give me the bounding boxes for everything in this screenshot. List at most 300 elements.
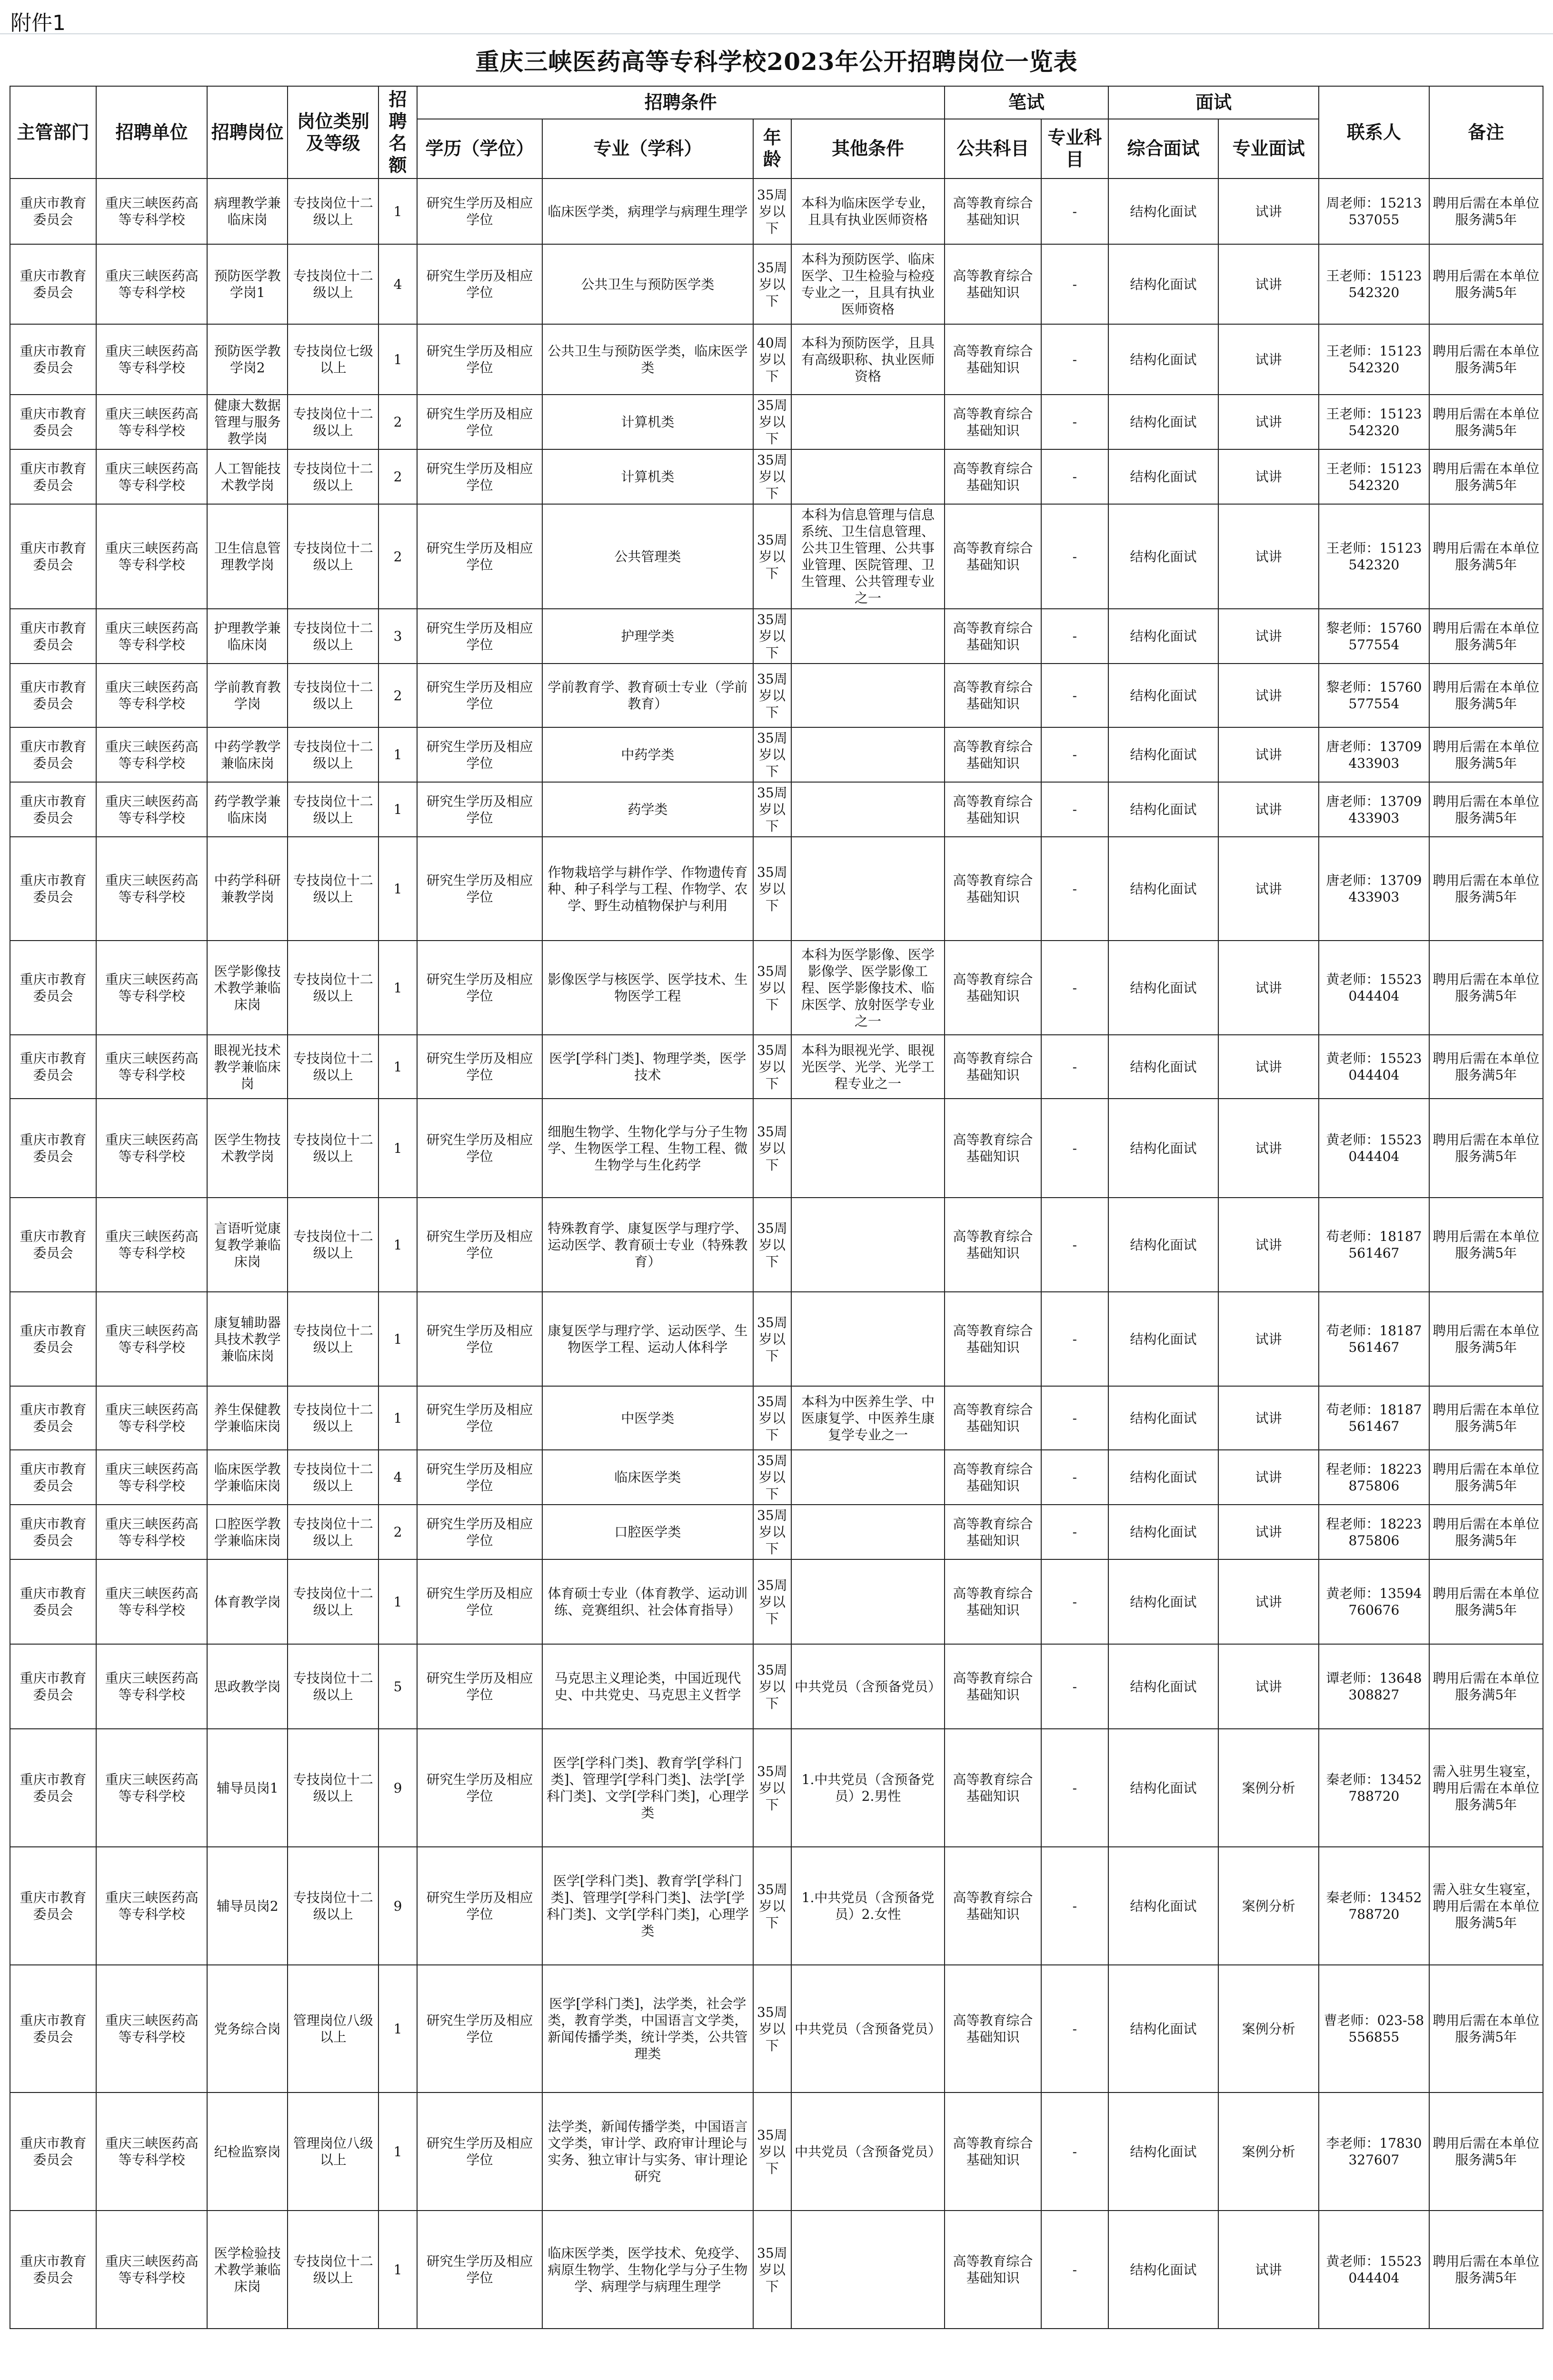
row-public-subject: 高等教育综合基础知识 bbox=[945, 1035, 1041, 1099]
row-dept: 重庆市教育委员会 bbox=[10, 1505, 96, 1559]
row-dept: 重庆市教育委员会 bbox=[10, 395, 96, 449]
row-education: 研究生学历及相应学位 bbox=[417, 1505, 542, 1559]
row-major-subject: - bbox=[1041, 244, 1108, 324]
row-education: 研究生学历及相应学位 bbox=[417, 1386, 542, 1450]
row-major-subject: - bbox=[1041, 1505, 1108, 1559]
row-other bbox=[791, 1450, 945, 1505]
row-general-interview: 结构化面试 bbox=[1108, 1965, 1218, 2092]
row-major-subject: - bbox=[1041, 1644, 1108, 1729]
row-post: 思政教学岗 bbox=[207, 1644, 288, 1729]
row-other: 本科为中医养生学、中医康复学、中医养生康复学专业之一 bbox=[791, 1386, 945, 1450]
row-general-interview: 结构化面试 bbox=[1108, 1198, 1218, 1292]
row-unit: 重庆三峡医药高等专科学校 bbox=[96, 1559, 207, 1644]
table-row bbox=[10, 1505, 1543, 1559]
row-post-type: 专技岗位十二级以上 bbox=[288, 449, 378, 504]
row-dept: 重庆市教育委员会 bbox=[10, 782, 96, 837]
row-unit: 重庆三峡医药高等专科学校 bbox=[96, 2211, 207, 2329]
row-contact: 黄老师：13594760676 bbox=[1319, 1559, 1429, 1644]
row-public-subject: 高等教育综合基础知识 bbox=[945, 1450, 1041, 1505]
table-row bbox=[10, 782, 1543, 837]
row-contact: 秦老师：13452788720 bbox=[1319, 1729, 1429, 1847]
table-row bbox=[10, 727, 1543, 782]
row-contact: 苟老师：18187561467 bbox=[1319, 1198, 1429, 1292]
row-quota: 1 bbox=[378, 1559, 417, 1644]
row-major: 中药学类 bbox=[542, 727, 753, 782]
row-other bbox=[791, 1292, 945, 1386]
row-post: 卫生信息管理教学岗 bbox=[207, 504, 288, 609]
row-major-interview: 试讲 bbox=[1218, 1505, 1319, 1559]
row-post: 辅导员岗2 bbox=[207, 1847, 288, 1965]
row-post: 辅导员岗1 bbox=[207, 1729, 288, 1847]
row-general-interview: 结构化面试 bbox=[1108, 837, 1218, 941]
row-post: 纪检监察岗 bbox=[207, 2092, 288, 2211]
row-age: 35周岁以下 bbox=[753, 395, 791, 449]
row-post-type: 管理岗位八级以上 bbox=[288, 2092, 378, 2211]
header-public-subject: 公共科目 bbox=[945, 119, 1041, 178]
row-remark: 聘用后需在本单位服务满5年 bbox=[1429, 2211, 1543, 2329]
row-remark: 聘用后需在本单位服务满5年 bbox=[1429, 1559, 1543, 1644]
row-other: 中共党员（含预备党员） bbox=[791, 1644, 945, 1729]
row-major: 公共卫生与预防医学类 bbox=[542, 244, 753, 324]
row-post: 眼视光技术教学兼临床岗 bbox=[207, 1035, 288, 1099]
row-quota: 1 bbox=[378, 1386, 417, 1450]
row-general-interview: 结构化面试 bbox=[1108, 2211, 1218, 2329]
row-major: 口腔医学类 bbox=[542, 1505, 753, 1559]
row-major: 计算机类 bbox=[542, 395, 753, 449]
row-major: 特殊教育学、康复医学与理疗学、运动医学、教育硕士专业（特殊教育） bbox=[542, 1198, 753, 1292]
row-age: 35周岁以下 bbox=[753, 1729, 791, 1847]
row-general-interview: 结构化面试 bbox=[1108, 1729, 1218, 1847]
row-age: 35周岁以下 bbox=[753, 2092, 791, 2211]
row-general-interview: 结构化面试 bbox=[1108, 609, 1218, 664]
header-remark: 备注 bbox=[1429, 86, 1543, 178]
row-major: 影像医学与核医学、医学技术、生物医学工程 bbox=[542, 941, 753, 1035]
row-unit: 重庆三峡医药高等专科学校 bbox=[96, 837, 207, 941]
row-public-subject: 高等教育综合基础知识 bbox=[945, 1099, 1041, 1198]
row-education: 研究生学历及相应学位 bbox=[417, 504, 542, 609]
table-row bbox=[10, 178, 1543, 244]
row-other bbox=[791, 1198, 945, 1292]
row-post-type: 专技岗位十二级以上 bbox=[288, 664, 378, 727]
row-dept: 重庆市教育委员会 bbox=[10, 1035, 96, 1099]
row-other: 本科为医学影像、医学影像学、医学影像工程、医学影像技术、临床医学、放射医学专业之一 bbox=[791, 941, 945, 1035]
row-public-subject: 高等教育综合基础知识 bbox=[945, 395, 1041, 449]
row-education: 研究生学历及相应学位 bbox=[417, 395, 542, 449]
row-post: 医学检验技术教学兼临床岗 bbox=[207, 2211, 288, 2329]
row-age: 35周岁以下 bbox=[753, 1505, 791, 1559]
row-other: 本科为信息管理与信息系统、卫生信息管理、公共卫生管理、公共事业管理、医院管理、卫生管理、公共管理专业之一 bbox=[791, 504, 945, 609]
table-row bbox=[10, 609, 1543, 664]
row-contact: 苟老师：18187561467 bbox=[1319, 1292, 1429, 1386]
table-row bbox=[10, 664, 1543, 727]
row-contact: 王老师：15123542320 bbox=[1319, 504, 1429, 609]
row-unit: 重庆三峡医药高等专科学校 bbox=[96, 1035, 207, 1099]
row-public-subject: 高等教育综合基础知识 bbox=[945, 1505, 1041, 1559]
header-major-interview: 专业面试 bbox=[1218, 119, 1319, 178]
row-quota: 1 bbox=[378, 2092, 417, 2211]
row-other: 中共党员（含预备党员） bbox=[791, 1965, 945, 2092]
row-major-subject: - bbox=[1041, 609, 1108, 664]
row-major: 公共卫生与预防医学类，临床医学类 bbox=[542, 324, 753, 395]
row-dept: 重庆市教育委员会 bbox=[10, 449, 96, 504]
header-dept: 主管部门 bbox=[10, 86, 96, 178]
row-remark: 聘用后需在本单位服务满5年 bbox=[1429, 941, 1543, 1035]
row-education: 研究生学历及相应学位 bbox=[417, 324, 542, 395]
row-age: 35周岁以下 bbox=[753, 727, 791, 782]
row-other bbox=[791, 1559, 945, 1644]
row-remark: 聘用后需在本单位服务满5年 bbox=[1429, 449, 1543, 504]
row-remark: 聘用后需在本单位服务满5年 bbox=[1429, 244, 1543, 324]
row-quota: 1 bbox=[378, 1965, 417, 2092]
row-unit: 重庆三峡医药高等专科学校 bbox=[96, 1965, 207, 2092]
row-quota: 2 bbox=[378, 449, 417, 504]
row-unit: 重庆三峡医药高等专科学校 bbox=[96, 504, 207, 609]
row-unit: 重庆三峡医药高等专科学校 bbox=[96, 782, 207, 837]
row-education: 研究生学历及相应学位 bbox=[417, 1644, 542, 1729]
row-post-type: 专技岗位十二级以上 bbox=[288, 395, 378, 449]
page-title: 重庆三峡医药高等专科学校2023年公开招聘岗位一览表 bbox=[475, 48, 1078, 76]
row-remark: 聘用后需在本单位服务满5年 bbox=[1429, 1386, 1543, 1450]
row-remark: 聘用后需在本单位服务满5年 bbox=[1429, 664, 1543, 727]
row-contact: 曹老师：023-58556855 bbox=[1319, 1965, 1429, 2092]
row-quota: 2 bbox=[378, 395, 417, 449]
row-public-subject: 高等教育综合基础知识 bbox=[945, 1965, 1041, 2092]
row-other: 1.中共党员（含预备党员）2.女性 bbox=[791, 1847, 945, 1965]
row-quota: 9 bbox=[378, 1729, 417, 1847]
row-dept: 重庆市教育委员会 bbox=[10, 1198, 96, 1292]
row-public-subject: 高等教育综合基础知识 bbox=[945, 1729, 1041, 1847]
row-major: 中医学类 bbox=[542, 1386, 753, 1450]
row-unit: 重庆三峡医药高等专科学校 bbox=[96, 1847, 207, 1965]
row-dept: 重庆市教育委员会 bbox=[10, 504, 96, 609]
row-major: 体育硕士专业（体育教学、运动训练、竞赛组织、社会体育指导） bbox=[542, 1559, 753, 1644]
row-contact: 李老师：17830327607 bbox=[1319, 2092, 1429, 2211]
row-major: 护理学类 bbox=[542, 609, 753, 664]
row-unit: 重庆三峡医药高等专科学校 bbox=[96, 664, 207, 727]
row-major-interview: 试讲 bbox=[1218, 941, 1319, 1035]
row-general-interview: 结构化面试 bbox=[1108, 1450, 1218, 1505]
row-other: 本科为预防医学，且具有高级职称、执业医师资格 bbox=[791, 324, 945, 395]
row-quota: 4 bbox=[378, 1450, 417, 1505]
row-remark: 聘用后需在本单位服务满5年 bbox=[1429, 504, 1543, 609]
header-interview: 面试 bbox=[1108, 86, 1319, 119]
row-contact: 唐老师：13709433903 bbox=[1319, 782, 1429, 837]
row-unit: 重庆三峡医药高等专科学校 bbox=[96, 941, 207, 1035]
row-unit: 重庆三峡医药高等专科学校 bbox=[96, 727, 207, 782]
row-major-interview: 试讲 bbox=[1218, 1099, 1319, 1198]
row-major-interview: 试讲 bbox=[1218, 664, 1319, 727]
row-major-interview: 试讲 bbox=[1218, 727, 1319, 782]
row-age: 35周岁以下 bbox=[753, 504, 791, 609]
row-education: 研究生学历及相应学位 bbox=[417, 941, 542, 1035]
row-major-interview: 试讲 bbox=[1218, 1559, 1319, 1644]
row-unit: 重庆三峡医药高等专科学校 bbox=[96, 609, 207, 664]
row-public-subject: 高等教育综合基础知识 bbox=[945, 664, 1041, 727]
header-written: 笔试 bbox=[945, 86, 1108, 119]
row-post-type: 专技岗位十二级以上 bbox=[288, 1559, 378, 1644]
row-public-subject: 高等教育综合基础知识 bbox=[945, 244, 1041, 324]
row-quota: 1 bbox=[378, 324, 417, 395]
row-unit: 重庆三峡医药高等专科学校 bbox=[96, 178, 207, 244]
row-remark: 聘用后需在本单位服务满5年 bbox=[1429, 395, 1543, 449]
table-row bbox=[10, 1386, 1543, 1450]
row-remark: 聘用后需在本单位服务满5年 bbox=[1429, 609, 1543, 664]
row-quota: 1 bbox=[378, 2211, 417, 2329]
header-general-interview: 综合面试 bbox=[1108, 119, 1218, 178]
row-remark: 聘用后需在本单位服务满5年 bbox=[1429, 727, 1543, 782]
table-row bbox=[10, 1099, 1543, 1198]
row-education: 研究生学历及相应学位 bbox=[417, 1729, 542, 1847]
row-major-interview: 试讲 bbox=[1218, 1035, 1319, 1099]
table-row bbox=[10, 1292, 1543, 1386]
row-post-type: 专技岗位十二级以上 bbox=[288, 782, 378, 837]
row-major-subject: - bbox=[1041, 1847, 1108, 1965]
row-major: 公共管理类 bbox=[542, 504, 753, 609]
row-dept: 重庆市教育委员会 bbox=[10, 1729, 96, 1847]
row-general-interview: 结构化面试 bbox=[1108, 1292, 1218, 1386]
row-education: 研究生学历及相应学位 bbox=[417, 1450, 542, 1505]
row-major: 医学[学科门类]、教育学[学科门类]、管理学[学科门类]、法学[学科门类]、文学[学科门类]，心理学类 bbox=[542, 1847, 753, 1965]
row-unit: 重庆三峡医药高等专科学校 bbox=[96, 324, 207, 395]
row-education: 研究生学历及相应学位 bbox=[417, 244, 542, 324]
table-row bbox=[10, 504, 1543, 609]
table-row bbox=[10, 1559, 1543, 1644]
row-major-subject: - bbox=[1041, 1559, 1108, 1644]
row-post: 护理教学兼临床岗 bbox=[207, 609, 288, 664]
row-age: 35周岁以下 bbox=[753, 1644, 791, 1729]
row-contact: 唐老师：13709433903 bbox=[1319, 837, 1429, 941]
row-post: 养生保健教学兼临床岗 bbox=[207, 1386, 288, 1450]
row-public-subject: 高等教育综合基础知识 bbox=[945, 1198, 1041, 1292]
row-post: 病理教学兼临床岗 bbox=[207, 178, 288, 244]
row-general-interview: 结构化面试 bbox=[1108, 1035, 1218, 1099]
row-quota: 1 bbox=[378, 1099, 417, 1198]
header-contact: 联系人 bbox=[1319, 86, 1429, 178]
header-post-type: 岗位类别及等级 bbox=[288, 86, 378, 178]
row-quota: 1 bbox=[378, 1198, 417, 1292]
row-dept: 重庆市教育委员会 bbox=[10, 178, 96, 244]
row-post: 学前教育教学岗 bbox=[207, 664, 288, 727]
row-age: 35周岁以下 bbox=[753, 837, 791, 941]
header-unit: 招聘单位 bbox=[96, 86, 207, 178]
row-quota: 4 bbox=[378, 244, 417, 324]
row-contact: 谭老师：13648308827 bbox=[1319, 1644, 1429, 1729]
row-dept: 重庆市教育委员会 bbox=[10, 1965, 96, 2092]
recruitment-table bbox=[10, 86, 1543, 2329]
row-post-type: 专技岗位十二级以上 bbox=[288, 1099, 378, 1198]
row-education: 研究生学历及相应学位 bbox=[417, 1847, 542, 1965]
row-post-type: 专技岗位十二级以上 bbox=[288, 244, 378, 324]
header-major: 专业（学科） bbox=[542, 119, 753, 178]
row-post: 中药学科研兼教学岗 bbox=[207, 837, 288, 941]
row-post: 药学教学兼临床岗 bbox=[207, 782, 288, 837]
row-post-type: 专技岗位七级以上 bbox=[288, 324, 378, 395]
row-major-subject: - bbox=[1041, 837, 1108, 941]
row-general-interview: 结构化面试 bbox=[1108, 782, 1218, 837]
row-public-subject: 高等教育综合基础知识 bbox=[945, 1386, 1041, 1450]
row-remark: 需入驻男生寝室，聘用后需在本单位服务满5年 bbox=[1429, 1729, 1543, 1847]
row-major: 医学[学科门类]、教育学[学科门类]、管理学[学科门类]、法学[学科门类]、文学[学科门类]，心理学类 bbox=[542, 1729, 753, 1847]
row-age: 35周岁以下 bbox=[753, 1386, 791, 1450]
row-major-subject: - bbox=[1041, 2092, 1108, 2211]
row-major-subject: - bbox=[1041, 941, 1108, 1035]
row-quota: 3 bbox=[378, 609, 417, 664]
row-major-interview: 试讲 bbox=[1218, 2211, 1319, 2329]
row-major-interview: 试讲 bbox=[1218, 244, 1319, 324]
row-major-interview: 试讲 bbox=[1218, 1386, 1319, 1450]
row-age: 35周岁以下 bbox=[753, 664, 791, 727]
row-education: 研究生学历及相应学位 bbox=[417, 1292, 542, 1386]
row-general-interview: 结构化面试 bbox=[1108, 1559, 1218, 1644]
row-age: 35周岁以下 bbox=[753, 1450, 791, 1505]
row-quota: 5 bbox=[378, 1644, 417, 1729]
row-quota: 1 bbox=[378, 1035, 417, 1099]
row-major: 医学[学科门类]、物理学类，医学技术 bbox=[542, 1035, 753, 1099]
row-remark: 需入驻女生寝室，聘用后需在本单位服务满5年 bbox=[1429, 1847, 1543, 1965]
row-quota: 2 bbox=[378, 664, 417, 727]
row-general-interview: 结构化面试 bbox=[1108, 504, 1218, 609]
header-other: 其他条件 bbox=[791, 119, 945, 178]
row-remark: 聘用后需在本单位服务满5年 bbox=[1429, 1644, 1543, 1729]
row-major-interview: 试讲 bbox=[1218, 1292, 1319, 1386]
row-other: 本科为预防医学、临床医学、卫生检验与检疫专业之一，且具有执业医师资格 bbox=[791, 244, 945, 324]
table-row bbox=[10, 837, 1543, 941]
row-education: 研究生学历及相应学位 bbox=[417, 837, 542, 941]
row-other bbox=[791, 837, 945, 941]
row-other bbox=[791, 2211, 945, 2329]
row-major-interview: 试讲 bbox=[1218, 324, 1319, 395]
table-row bbox=[10, 324, 1543, 395]
row-post-type: 专技岗位十二级以上 bbox=[288, 1847, 378, 1965]
row-contact: 黄老师：15523044404 bbox=[1319, 1035, 1429, 1099]
row-post-type: 专技岗位十二级以上 bbox=[288, 1450, 378, 1505]
table-row bbox=[10, 2211, 1543, 2329]
row-age: 35周岁以下 bbox=[753, 1965, 791, 2092]
row-general-interview: 结构化面试 bbox=[1108, 178, 1218, 244]
row-education: 研究生学历及相应学位 bbox=[417, 1099, 542, 1198]
header-major-subject: 专业科目 bbox=[1041, 119, 1108, 178]
row-dept: 重庆市教育委员会 bbox=[10, 2092, 96, 2211]
table-row bbox=[10, 2092, 1543, 2211]
row-general-interview: 结构化面试 bbox=[1108, 449, 1218, 504]
row-contact: 黄老师：15523044404 bbox=[1319, 941, 1429, 1035]
table-row bbox=[10, 1035, 1543, 1099]
row-contact: 王老师：15123542320 bbox=[1319, 395, 1429, 449]
row-public-subject: 高等教育综合基础知识 bbox=[945, 324, 1041, 395]
row-remark: 聘用后需在本单位服务满5年 bbox=[1429, 1198, 1543, 1292]
row-general-interview: 结构化面试 bbox=[1108, 727, 1218, 782]
row-other bbox=[791, 395, 945, 449]
row-quota: 1 bbox=[378, 941, 417, 1035]
row-major-interview: 试讲 bbox=[1218, 609, 1319, 664]
row-post-type: 专技岗位十二级以上 bbox=[288, 941, 378, 1035]
row-education: 研究生学历及相应学位 bbox=[417, 1035, 542, 1099]
row-other: 本科为眼视光学、眼视光医学、光学、光学工程专业之一 bbox=[791, 1035, 945, 1099]
row-major-subject: - bbox=[1041, 664, 1108, 727]
table-row bbox=[10, 1847, 1543, 1965]
row-post-type: 管理岗位八级以上 bbox=[288, 1965, 378, 2092]
row-other: 本科为临床医学专业，且具有执业医师资格 bbox=[791, 178, 945, 244]
row-dept: 重庆市教育委员会 bbox=[10, 727, 96, 782]
row-major-subject: - bbox=[1041, 2211, 1108, 2329]
row-contact: 王老师：15123542320 bbox=[1319, 324, 1429, 395]
row-major-interview: 案例分析 bbox=[1218, 1847, 1319, 1965]
row-unit: 重庆三峡医药高等专科学校 bbox=[96, 2092, 207, 2211]
row-education: 研究生学历及相应学位 bbox=[417, 1965, 542, 2092]
header-education: 学历（学位） bbox=[417, 119, 542, 178]
table-body bbox=[10, 178, 1543, 2329]
row-contact: 苟老师：18187561467 bbox=[1319, 1386, 1429, 1450]
row-unit: 重庆三峡医药高等专科学校 bbox=[96, 449, 207, 504]
row-post-type: 专技岗位十二级以上 bbox=[288, 178, 378, 244]
row-general-interview: 结构化面试 bbox=[1108, 664, 1218, 727]
row-major-subject: - bbox=[1041, 178, 1108, 244]
row-education: 研究生学历及相应学位 bbox=[417, 2092, 542, 2211]
row-contact: 王老师：15123542320 bbox=[1319, 244, 1429, 324]
row-post-type: 专技岗位十二级以上 bbox=[288, 2211, 378, 2329]
header-age: 年龄 bbox=[753, 119, 791, 178]
row-unit: 重庆三峡医药高等专科学校 bbox=[96, 395, 207, 449]
row-remark: 聘用后需在本单位服务满5年 bbox=[1429, 1965, 1543, 2092]
row-major: 医学[学科门类]，法学类，社会学类，教育学类，中国语言文学类，新闻传播学类，统计学类，公共管理类 bbox=[542, 1965, 753, 2092]
row-age: 35周岁以下 bbox=[753, 1099, 791, 1198]
row-age: 40周岁以下 bbox=[753, 324, 791, 395]
row-post: 健康大数据管理与服务教学岗 bbox=[207, 395, 288, 449]
row-age: 35周岁以下 bbox=[753, 449, 791, 504]
row-unit: 重庆三峡医药高等专科学校 bbox=[96, 1450, 207, 1505]
row-post: 预防医学教学岗2 bbox=[207, 324, 288, 395]
row-public-subject: 高等教育综合基础知识 bbox=[945, 2092, 1041, 2211]
row-contact: 黄老师：15523044404 bbox=[1319, 1099, 1429, 1198]
row-post: 党务综合岗 bbox=[207, 1965, 288, 2092]
row-other bbox=[791, 727, 945, 782]
row-dept: 重庆市教育委员会 bbox=[10, 2211, 96, 2329]
row-other bbox=[791, 782, 945, 837]
row-other: 1.中共党员（含预备党员）2.男性 bbox=[791, 1729, 945, 1847]
row-major: 临床医学类，医学技术、免疫学、病原生物学、生物化学与分子生物学、病理学与病理生理学 bbox=[542, 2211, 753, 2329]
row-other bbox=[791, 664, 945, 727]
row-major-subject: - bbox=[1041, 395, 1108, 449]
row-unit: 重庆三峡医药高等专科学校 bbox=[96, 1099, 207, 1198]
row-age: 35周岁以下 bbox=[753, 2211, 791, 2329]
row-contact: 黎老师：15760577554 bbox=[1319, 609, 1429, 664]
row-quota: 1 bbox=[378, 727, 417, 782]
row-public-subject: 高等教育综合基础知识 bbox=[945, 727, 1041, 782]
row-education: 研究生学历及相应学位 bbox=[417, 782, 542, 837]
row-general-interview: 结构化面试 bbox=[1108, 941, 1218, 1035]
row-major-subject: - bbox=[1041, 1198, 1108, 1292]
row-major-subject: - bbox=[1041, 727, 1108, 782]
row-post: 人工智能技术教学岗 bbox=[207, 449, 288, 504]
table-header bbox=[10, 86, 1543, 178]
row-age: 35周岁以下 bbox=[753, 178, 791, 244]
row-major: 临床医学类，病理学与病理生理学 bbox=[542, 178, 753, 244]
table-row bbox=[10, 1198, 1543, 1292]
row-other: 中共党员（含预备党员） bbox=[791, 2092, 945, 2211]
attachment-label: 附件1 bbox=[10, 11, 66, 35]
row-education: 研究生学历及相应学位 bbox=[417, 178, 542, 244]
row-contact: 黎老师：15760577554 bbox=[1319, 664, 1429, 727]
row-post-type: 专技岗位十二级以上 bbox=[288, 1505, 378, 1559]
row-post-type: 专技岗位十二级以上 bbox=[288, 727, 378, 782]
row-post: 康复辅助器具技术教学兼临床岗 bbox=[207, 1292, 288, 1386]
table-row bbox=[10, 449, 1543, 504]
row-major: 马克思主义理论类，中国近现代史、中共党史、马克思主义哲学 bbox=[542, 1644, 753, 1729]
row-major: 康复医学与理疗学、运动医学、生物医学工程、运动人体科学 bbox=[542, 1292, 753, 1386]
row-contact: 王老师：15123542320 bbox=[1319, 449, 1429, 504]
row-age: 35周岁以下 bbox=[753, 609, 791, 664]
row-remark: 聘用后需在本单位服务满5年 bbox=[1429, 1292, 1543, 1386]
